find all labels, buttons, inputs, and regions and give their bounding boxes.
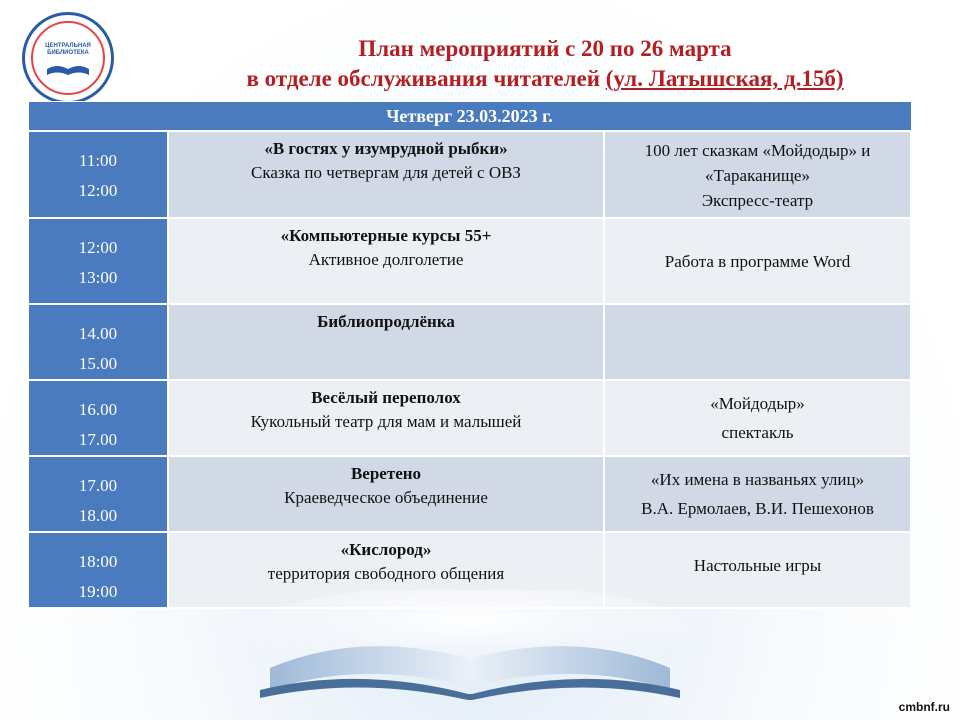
event-cell xyxy=(168,218,604,304)
time-start: 16.00 xyxy=(78,400,118,419)
extra-line: Настольные игры xyxy=(693,556,822,575)
time-start: 14.00 xyxy=(78,324,118,343)
table-row xyxy=(28,456,911,532)
event-title: «В гостях у изумрудной рыбки» xyxy=(264,139,508,158)
extra-cell xyxy=(604,456,911,532)
time-end: 19:00 xyxy=(78,582,118,601)
time-start: 11:00 xyxy=(78,151,118,170)
extra-line: 100 лет сказкам «Мойдодыр» и xyxy=(644,141,871,160)
time-start: 18:00 xyxy=(78,552,118,571)
extra-line: «Мойдодыр» xyxy=(710,394,805,413)
extra-cell xyxy=(604,380,911,456)
extra-line: Работа в программе Word xyxy=(664,252,851,271)
time-start: 12:00 xyxy=(78,238,118,257)
time-end: 13:00 xyxy=(78,268,118,287)
event-subtitle: территория свободного общения xyxy=(267,564,505,583)
event-cell xyxy=(168,304,604,380)
extra-line: Экспресс-театр xyxy=(701,191,814,210)
schedule-table xyxy=(27,101,912,609)
day-header-row xyxy=(28,102,911,132)
title-line2 xyxy=(150,64,940,94)
time-cell xyxy=(28,380,168,456)
title-line2-prefix: в отделе обслуживания читателей xyxy=(246,66,606,91)
day-header: Четверг 23.03.2023 г. xyxy=(28,102,911,132)
event-subtitle: Кукольный театр для мам и малышей xyxy=(250,412,522,431)
page-title xyxy=(150,34,940,94)
event-subtitle: Краеведческое объединение xyxy=(284,488,488,507)
extra-cell xyxy=(604,131,911,218)
time-cell xyxy=(28,532,168,608)
table-row xyxy=(28,131,911,218)
title-line1: План мероприятий с 20 по 26 марта xyxy=(358,36,732,61)
time-end: 18.00 xyxy=(78,506,118,525)
title-address: (ул. Латышская, д.15б) xyxy=(605,66,844,91)
event-subtitle: Сказка по четвергам для детей с ОВЗ xyxy=(251,163,521,182)
extra-line: В.А. Ермолаев, В.И. Пешехонов xyxy=(641,499,874,518)
event-title: Библиопродлёнка xyxy=(317,312,455,331)
time-cell xyxy=(28,131,168,218)
time-cell xyxy=(28,456,168,532)
time-cell xyxy=(28,218,168,304)
event-title: Весёлый переполох xyxy=(311,388,461,407)
event-cell xyxy=(168,380,604,456)
extra-line: спектакль xyxy=(721,423,794,442)
time-start: 17.00 xyxy=(78,476,118,495)
open-book-illustration xyxy=(240,590,700,700)
event-cell xyxy=(168,131,604,218)
logo-text-line2: БИБЛИОТЕКА xyxy=(47,50,89,56)
time-end: 15.00 xyxy=(78,354,118,373)
event-cell xyxy=(168,456,604,532)
table-row xyxy=(28,218,911,304)
time-cell xyxy=(28,304,168,380)
table-row xyxy=(28,380,911,456)
event-subtitle: Активное долголетие xyxy=(308,250,464,269)
time-end: 17.00 xyxy=(78,430,118,449)
extra-line: «Тараканище» xyxy=(705,166,810,185)
logo-book-icon xyxy=(43,39,93,77)
library-logo xyxy=(22,12,114,104)
extra-cell xyxy=(604,304,911,380)
time-end: 12:00 xyxy=(78,181,118,200)
event-title: Веретено xyxy=(350,464,422,483)
event-title: «Кислород» xyxy=(340,540,432,559)
extra-cell xyxy=(604,218,911,304)
event-title: «Компьютерные курсы 55+ xyxy=(280,226,492,245)
logo-text-line1: ЦЕНТРАЛЬНАЯ xyxy=(45,43,91,49)
watermark: cmbnf.ru xyxy=(898,700,950,714)
table-row xyxy=(28,304,911,380)
extra-line: «Их имена в названьях улиц» xyxy=(650,470,865,489)
